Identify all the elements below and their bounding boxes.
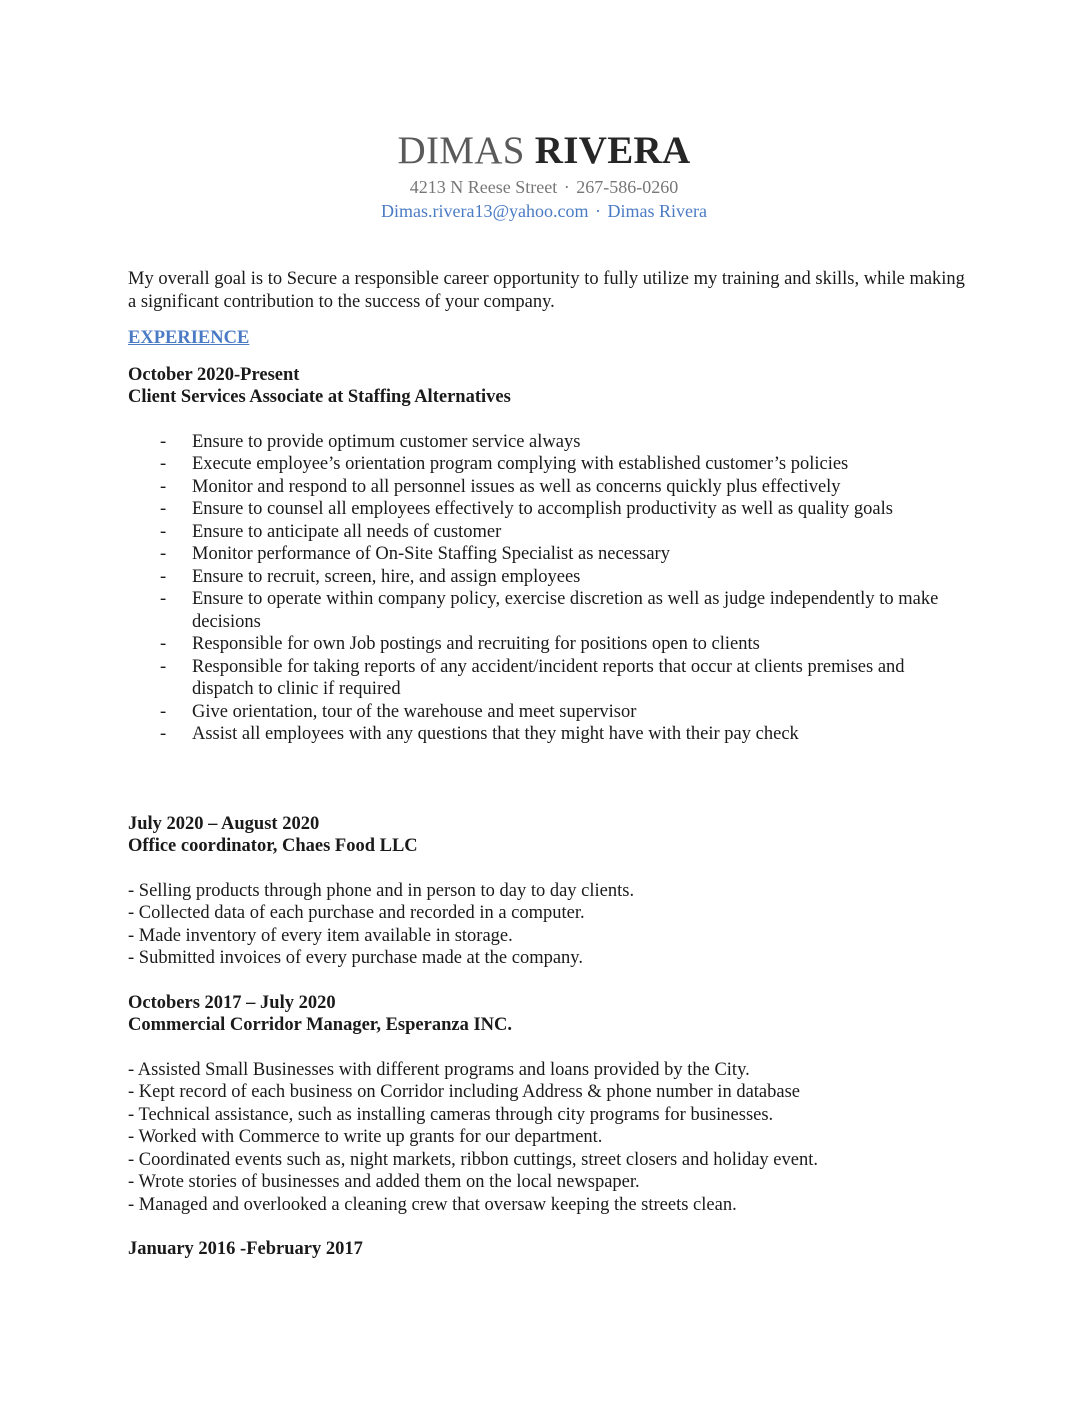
list-item — [128, 633, 968, 656]
dash-marker: - — [160, 544, 167, 564]
duty-text: Monitor and respond to all personnel issues as well as concerns quickly plus effectively — [192, 476, 841, 497]
list-item: - Collected data of each purchase and recorded in a computer. — [128, 903, 585, 923]
candidate-name — [0, 128, 1088, 174]
duty-text: Monitor performance of On-Site Staffing Specialist as necessary — [192, 544, 670, 564]
job-title: Client Services Associate at Staffing Alternatives — [128, 387, 511, 407]
list-item: - Wrote stories of businesses and added them on the local newspaper. — [128, 1172, 640, 1192]
duty-text: Ensure to provide optimum customer service always — [192, 431, 581, 452]
job-entry — [128, 813, 968, 970]
dash-marker: - — [160, 454, 167, 474]
dash-marker: - — [160, 566, 167, 587]
list-item — [128, 431, 968, 454]
experience-heading: EXPERIENCE — [128, 328, 250, 348]
links-line — [0, 199, 1088, 223]
dash-marker: - — [160, 724, 167, 744]
job-duties-list — [128, 880, 968, 970]
dash-marker: - — [160, 521, 167, 542]
phone: 267-586-0260 — [576, 177, 679, 197]
duty-text: Ensure to anticipate all needs of customer — [192, 521, 502, 542]
list-item: - Worked with Commerce to write up grants for our department. — [128, 1127, 603, 1147]
job-entry — [128, 992, 968, 1217]
list-item — [128, 498, 968, 521]
list-item — [128, 476, 968, 499]
job-entry — [128, 1238, 968, 1261]
dash-marker: - — [160, 476, 167, 497]
list-item: - Technical assistance, such as installing cameras through city programs for businesses. — [128, 1104, 774, 1125]
objective-text: My overall goal is to Secure a responsible career opportunity to fully utilize my training and skills, while making a significant contribution to the success of your company. — [128, 269, 965, 312]
list-item — [128, 723, 968, 746]
job-date: July 2020 – August 2020 — [128, 813, 320, 834]
duty-text: Responsible for taking reports of any accident/incident reports that occur at clients premises and dispatch to clinic if required — [192, 656, 905, 699]
duty-text: Ensure to recruit, screen, hire, and assign employees — [192, 566, 581, 587]
duty-text: Give orientation, tour of the warehouse and meet supervisor — [192, 701, 637, 722]
dash-marker: - — [160, 634, 167, 654]
email-link[interactable]: Dimas.rivera13@yahoo.com — [380, 201, 589, 221]
last-name: RIVERA — [534, 129, 691, 172]
list-item: - Assisted Small Businesses with different programs and loans provided by the City. — [128, 1059, 750, 1080]
list-item — [128, 521, 968, 544]
separator: · — [595, 201, 602, 221]
dash-marker: - — [160, 656, 167, 677]
job-duties-list — [128, 431, 968, 746]
address: 4213 N Reese Street — [409, 177, 558, 197]
list-item — [128, 701, 968, 724]
duty-text: Responsible for own Job postings and recruiting for positions open to clients — [192, 634, 760, 654]
dash-marker: - — [160, 431, 167, 452]
list-item: - Made inventory of every item available in storage. — [128, 925, 513, 946]
list-item: - Kept record of each business on Corridor including Address & phone number in database — [128, 1082, 800, 1102]
contact-line — [0, 175, 1088, 199]
dash-marker: - — [160, 499, 167, 519]
dash-marker: - — [160, 701, 167, 722]
resume-header — [0, 128, 1088, 223]
list-item — [128, 588, 968, 633]
dash-marker: - — [160, 589, 167, 609]
separator: · — [563, 177, 570, 197]
list-item — [128, 543, 968, 566]
list-item: - Selling products through phone and in person to day to day clients. — [128, 880, 635, 901]
list-item: - Submitted invoices of every purchase made at the company. — [128, 948, 583, 968]
list-item — [128, 656, 968, 701]
job-date: October 2020-Present — [128, 364, 300, 385]
list-item: - Coordinated events such as, night markets, ribbon cuttings, street closers and holiday event. — [128, 1149, 818, 1170]
duty-text: Ensure to counsel all employees effectively to accomplish productivity as well as quality goals — [192, 499, 893, 519]
duty-text: Ensure to operate within company policy, exercise discretion as well as judge independently to make decisions — [192, 589, 939, 632]
job-date: Octobers 2017 – July 2020 — [128, 992, 336, 1013]
list-item: - Managed and overlooked a cleaning crew that oversaw keeping the streets clean. — [128, 1194, 737, 1215]
first-name: DIMAS — [397, 129, 525, 172]
duty-text: Assist all employees with any questions that they might have with their pay check — [192, 724, 799, 744]
job-title: Commercial Corridor Manager, Esperanza INC. — [128, 1015, 512, 1035]
job-date: January 2016 -February 2017 — [128, 1239, 363, 1259]
profile-link[interactable]: Dimas Rivera — [607, 201, 707, 221]
list-item — [128, 566, 968, 589]
list-item — [128, 453, 968, 476]
job-title: Office coordinator, Chaes Food LLC — [128, 836, 418, 856]
job-duties-list — [128, 1059, 968, 1217]
duty-text: Execute employee’s orientation program complying with established customer’s policies — [192, 454, 849, 474]
job-entry — [128, 364, 968, 746]
resume-body — [128, 268, 968, 1261]
